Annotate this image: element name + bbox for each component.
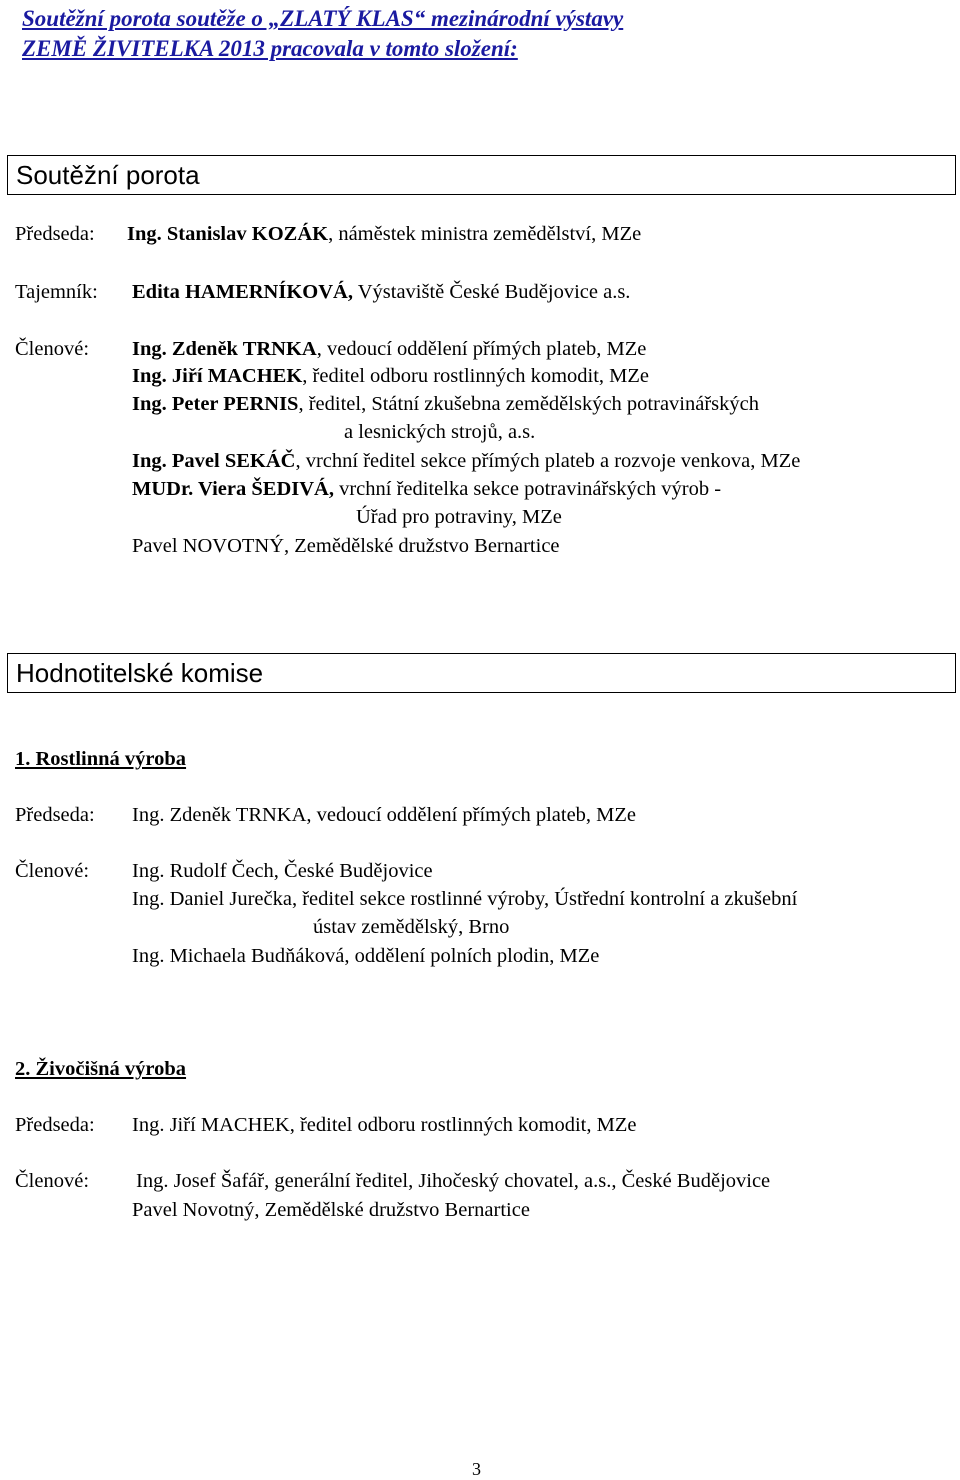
member-5-continuation: Úřad pro potraviny, MZe bbox=[356, 506, 562, 528]
section-heading-text: Hodnotitelské komise bbox=[16, 658, 264, 688]
subsection-plant-production: 1. Rostlinná výroba bbox=[15, 748, 187, 770]
secretary-label: Tajemník: bbox=[15, 281, 98, 303]
member-3: Ing. Peter PERNIS, ředitel, Státní zkušebna zemědělských potravinářských bbox=[132, 393, 759, 415]
subsection-animal-production: 2. Živočišná výroba bbox=[15, 1058, 187, 1080]
animal-chair-label: Předseda: bbox=[15, 1114, 95, 1136]
member-6: Pavel NOVOTNÝ, Zemědělské družstvo Bernartice bbox=[132, 535, 560, 557]
chair-entry: Ing. Stanislav KOZÁK, náměstek ministra zemědělství, MZe bbox=[127, 223, 642, 245]
section-heading-jury bbox=[7, 155, 956, 195]
page-number: 3 bbox=[472, 1459, 481, 1479]
member-3-continuation: a lesnických strojů, a.s. bbox=[344, 421, 536, 443]
animal-member-2: Pavel Novotný, Zemědělské družstvo Bernartice bbox=[132, 1199, 530, 1221]
plant-member-2: Ing. Daniel Jurečka, ředitel sekce rostlinné výroby, Ústřední kontrolní a zkušební bbox=[132, 888, 798, 910]
plant-member-3: Ing. Michaela Budňáková, oddělení polních plodin, MZe bbox=[132, 945, 600, 967]
section-heading-text: Soutěžní porota bbox=[16, 160, 200, 190]
animal-member-1: Ing. Josef Šafář, generální ředitel, Jihočeský chovatel, a.s., České Budějovice bbox=[136, 1170, 771, 1192]
plant-chair: Ing. Zdeněk TRNKA, vedoucí oddělení přímých plateb, MZe bbox=[132, 804, 637, 826]
plant-member-2-continuation: ústav zemědělský, Brno bbox=[313, 916, 510, 938]
chair-label: Předseda: bbox=[15, 223, 95, 245]
plant-chair-label: Předseda: bbox=[15, 804, 95, 826]
secretary-entry: Edita HAMERNÍKOVÁ, Výstaviště České Budějovice a.s. bbox=[132, 281, 631, 303]
doc-title-line-2: ZEMĚ ŽIVITELKA 2013 pracovala v tomto složení: bbox=[22, 36, 518, 61]
member-5: MUDr. Viera ŠEDIVÁ, vrchní ředitelka sekce potravinářských výrob - bbox=[132, 478, 722, 500]
animal-members-label: Členové: bbox=[15, 1170, 90, 1192]
plant-members-label: Členové: bbox=[15, 860, 90, 882]
animal-chair: Ing. Jiří MACHEK, ředitel odboru rostlinných komodit, MZe bbox=[132, 1114, 637, 1136]
plant-member-1: Ing. Rudolf Čech, České Budějovice bbox=[132, 860, 433, 882]
member-2: Ing. Jiří MACHEK, ředitel odboru rostlinných komodit, MZe bbox=[132, 365, 650, 387]
member-4: Ing. Pavel SEKÁČ, vrchní ředitel sekce přímých plateb a rozvoje venkova, MZe bbox=[132, 450, 801, 472]
doc-title-line-1: Soutěžní porota soutěže o „ZLATÝ KLAS“ mezinárodní výstavy bbox=[22, 6, 624, 31]
members-label: Členové: bbox=[15, 338, 90, 360]
section-heading-commissions bbox=[7, 653, 956, 693]
member-1: Ing. Zdeněk TRNKA, vedoucí oddělení přímých plateb, MZe bbox=[132, 338, 647, 360]
